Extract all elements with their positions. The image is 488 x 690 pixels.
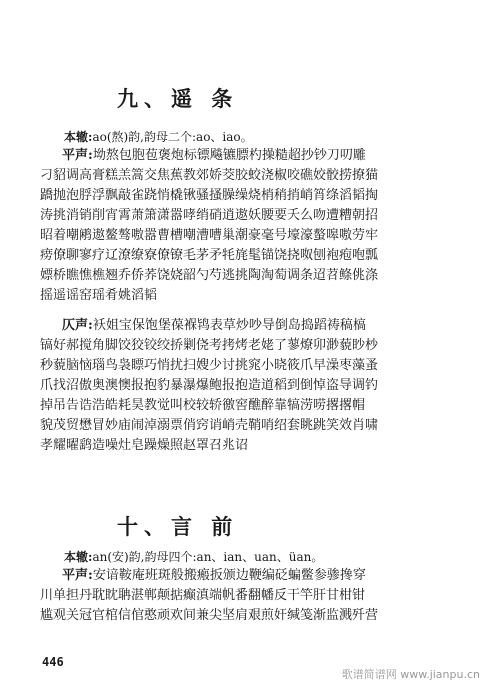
text-line: 蹻抛泡脬浮飘敲雀跷悄橇锹骚搔臊缲烧梢稍捎峭筲绦滔韬掏 [40, 188, 379, 203]
rhyme-text: an(安)韵,韵母四个:an、ian、uan、üan。 [92, 550, 324, 564]
text-line: 痨僚聊寥疗辽潦缭寮僚镣毛茅矛牦旄髦锚饶挠呶刨袍疱咆瓢 [40, 248, 379, 263]
line-text: 袄姐宝保饱堡葆褓鸨表草炒吵导倒岛捣蹈祷稿槁 [92, 318, 366, 333]
text-line [40, 146, 460, 166]
section-title: 九、遥 条 [117, 87, 239, 111]
text-line: 爪找沼傲奥澳懊报抱豹暴瀑爆鲍报抱造道稻到倒悼盗导调钓 [40, 378, 379, 393]
section-title: 十、言 前 [117, 515, 239, 539]
tone-label: 平声: [62, 568, 93, 583]
text-line: 秒藐脑恼瑙鸟袅瞟巧悄扰扫嫂少讨挑窕小晓筱爪早澡枣藻蚤 [40, 358, 379, 373]
text-line: 摇遥谣窑瑶肴姚滔韬 [40, 288, 158, 303]
tone-label: 平声: [62, 148, 93, 163]
text-line [40, 566, 460, 586]
text-line: 掉吊告诰浩皓耗昊教觉叫校较轿徼窖醮醉靠犒涝唠撂撂帽 [40, 398, 366, 413]
text-line: 孝耀曜鹞造噪灶皂躁燥照赵罩召兆诏 [40, 438, 249, 453]
text-line: 嫖桥瞧憔樵翘乔侨荞饶娆韶勺芍逃挑陶淘萄调条迢苕鲦佻涤 [40, 268, 379, 283]
ze-paragraph [40, 316, 460, 456]
ping-paragraph [40, 566, 460, 626]
rhyme-line [64, 128, 253, 145]
rhyme-line [64, 548, 323, 565]
watermark: 歌谱简谱网 www.jianpu.cn [341, 668, 480, 681]
text-line: 川单担丹耽眈聃湛郸颠掂癫滇端帆番翻幡反干竿肝甘柑钳 [40, 588, 366, 603]
ping-paragraph [40, 146, 460, 306]
text-line [40, 316, 460, 336]
rhyme-label: 本辙: [64, 130, 93, 144]
text-line: 涛挑消销削宵霄萧箫潇嚣哮绡硝逍遨妖腰要夭么吻遭糟朝招 [40, 208, 379, 223]
rhyme-text: ao(熬)韵,韵母二个:ao、iao。 [92, 130, 253, 144]
text-line: 貌茂贸懋冒妙庙闹淖溺票俏窍诮峭壳鞘哨绍套眺跳笑效肖啸 [40, 418, 379, 433]
text-line: 昭着嘲鹇遨鳌骜嗷嚣曹槽嘲漕嘈巢潮豪毫号壕濠螯嗥嗷劳牢 [40, 228, 379, 243]
page-number: 446 [42, 655, 64, 669]
line-text: 安谙鞍庵班斑般搬瘢扳颁边鞭编砭蝙鳖参骖搀穿 [92, 568, 366, 583]
line-text: 坳熬包胞苞褒炮标镖飚镳膘杓操糙超抄钞刀叨雕 [92, 148, 366, 163]
tone-label: 仄声: [62, 318, 93, 333]
text-line: 刁貂调高膏糕羔篙交焦蕉教郊娇茭胶蛟浇椒咬礁姣骹捞撩猫 [40, 168, 379, 183]
rhyme-label: 本辙: [64, 550, 93, 564]
text-line: 尴观关冠官棺信倌憨顽欢间兼尖坚肩艰煎奸缄笺渐监溅歼营 [40, 608, 379, 623]
text-line: 镐好郝搅角脚饺狡铰绞挢剿侥考拷烤老姥了蓼燎卯渺藐眇杪 [40, 338, 379, 353]
